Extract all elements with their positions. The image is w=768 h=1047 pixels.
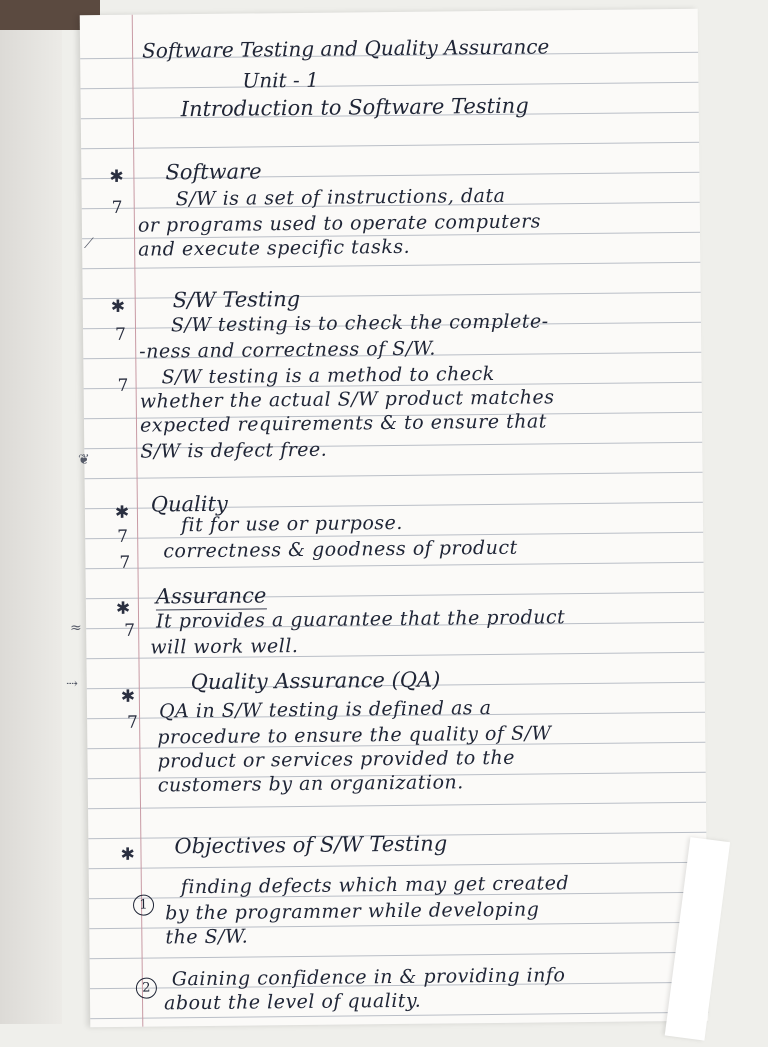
text-line: S/W testing is a method to check — [161, 362, 495, 389]
doodle-mark: ⟋ — [84, 236, 94, 252]
star-marker: ✱ — [115, 598, 131, 619]
doodle-mark: ⇢ — [66, 676, 78, 692]
text-line: finding defects which may get created — [180, 872, 570, 899]
item-number-1: 1 — [133, 895, 154, 916]
text-line: correctness & goodness of product — [163, 536, 518, 563]
text-line: It provides a guarantee that the product — [155, 606, 566, 633]
page-curl — [665, 837, 730, 1040]
section-heading-qa: Quality Assurance (QA) — [190, 667, 441, 695]
chapter-title: Introduction to Software Testing — [180, 93, 529, 122]
text-line: will work well. — [150, 635, 299, 659]
text-line: by the programmer while developing — [165, 898, 540, 925]
text-line: procedure to ensure the quality of S/W — [157, 722, 552, 749]
text-line: fit for use or purpose. — [180, 511, 403, 537]
margin-line — [132, 15, 144, 1027]
arrow-marker: 7 — [114, 324, 126, 345]
doodle-mark: ≈ — [70, 620, 82, 636]
text-line: S/W is a set of instructions, data — [175, 184, 506, 211]
arrow-marker: 7 — [124, 620, 136, 641]
arrow-marker: 7 — [117, 526, 129, 547]
star-marker: ✱ — [114, 502, 130, 523]
item-number-2: 2 — [136, 978, 157, 999]
text-line: or programs used to operate computers — [137, 210, 542, 237]
star-marker: ✱ — [120, 844, 135, 865]
text-line: about the level of quality. — [163, 989, 422, 1015]
star-marker: ✱ — [110, 296, 126, 317]
arrow-marker: 7 — [111, 197, 123, 218]
section-heading-assurance: Assurance — [155, 583, 267, 609]
doodle-mark: ❦ — [78, 452, 90, 468]
text-line: S/W is defect free. — [140, 438, 328, 463]
text-line: QA in S/W testing is defined as a — [158, 696, 492, 723]
star-marker: ✱ — [120, 686, 136, 707]
text-line: Gaining confidence in & providing info — [171, 964, 566, 991]
text-line: expected requirements & to ensure that — [139, 410, 548, 437]
text-line: product or services provided to the — [157, 746, 515, 773]
text-line: -ness and correctness of S/W. — [139, 337, 437, 363]
course-title: Software Testing and Quality Assurance — [141, 34, 550, 63]
text-line: S/W testing is to check the complete- — [170, 310, 549, 337]
section-heading-software: Software — [165, 159, 262, 185]
background-surface — [0, 0, 62, 1024]
arrow-marker: 7 — [127, 712, 139, 733]
star-marker: ✱ — [109, 166, 124, 187]
arrow-marker: 7 — [119, 552, 131, 573]
section-heading-sw-testing: S/W Testing — [172, 286, 301, 313]
section-heading-quality: Quality — [150, 491, 228, 517]
unit-label: Unit - 1 — [242, 67, 319, 93]
arrow-marker: 7 — [117, 375, 129, 396]
text-line: and execute specific tasks. — [138, 235, 411, 261]
text-line: customers by an organization. — [157, 771, 464, 797]
text-line: whether the actual S/W product matches — [139, 386, 555, 413]
notebook-page — [80, 9, 709, 1027]
text-line: the S/W. — [165, 925, 249, 949]
section-heading-objectives: Objectives of S/W Testing — [174, 831, 448, 859]
